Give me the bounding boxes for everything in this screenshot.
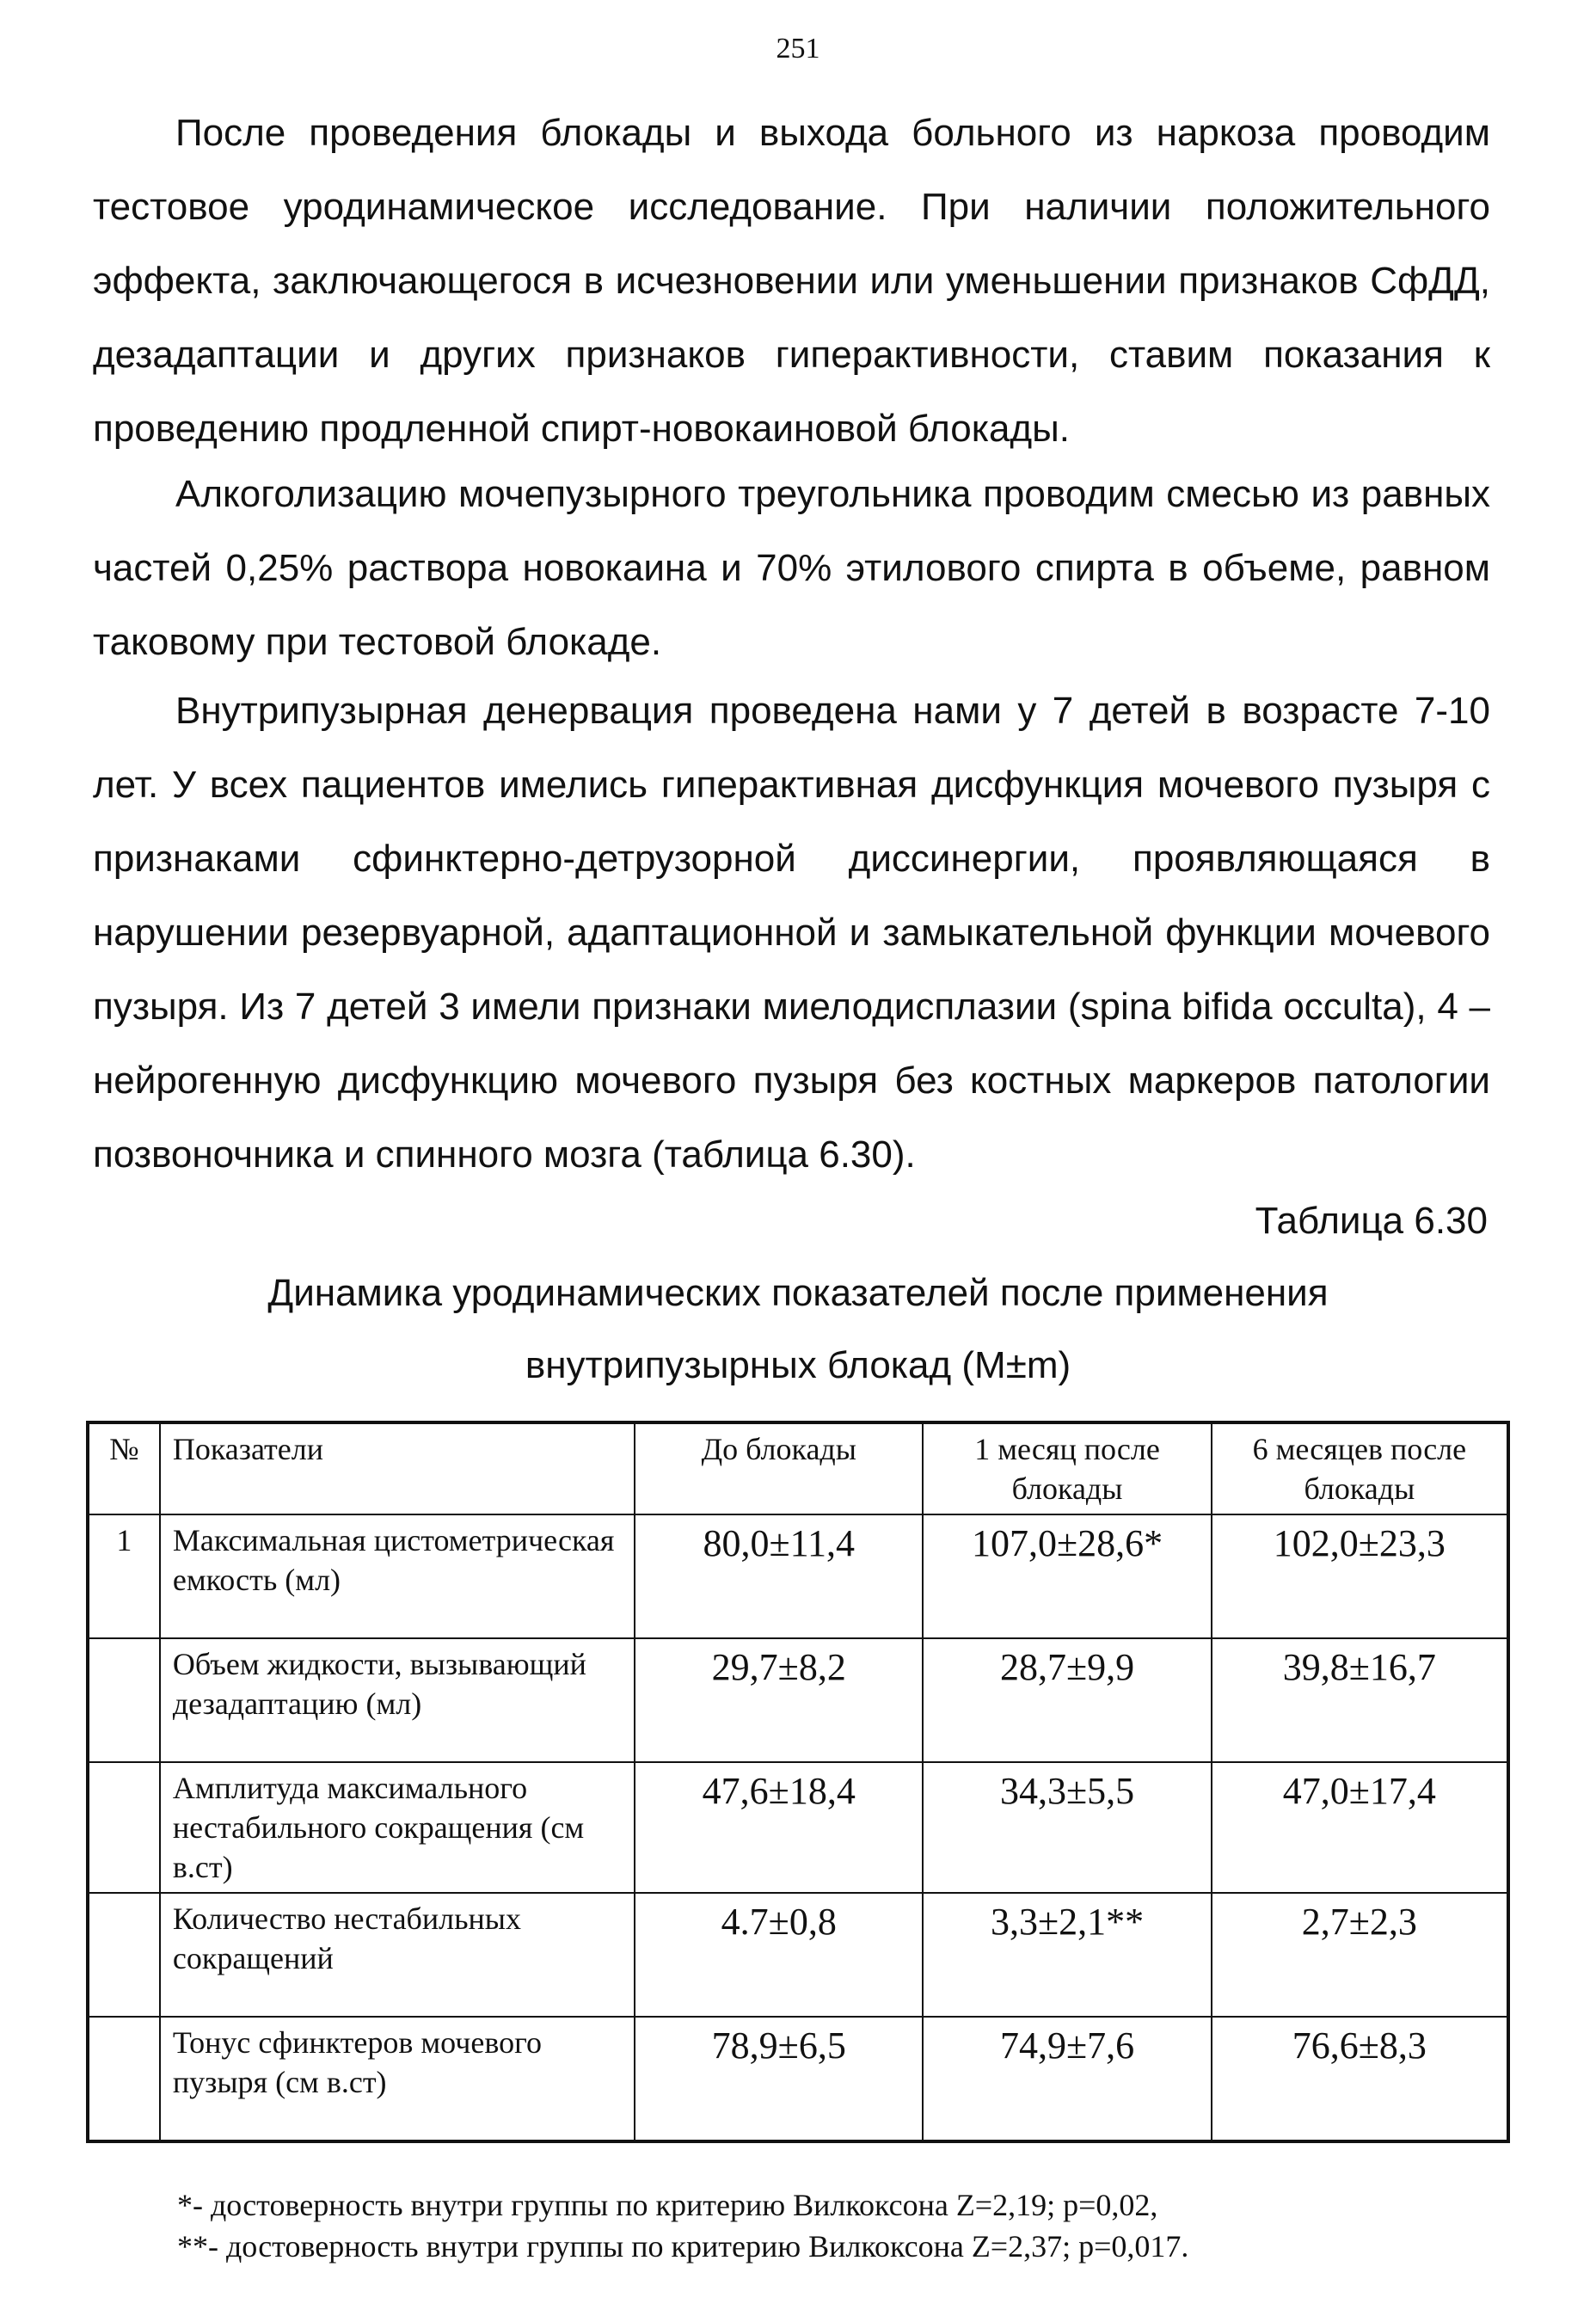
month6-value: 76,6±8,3 — [1212, 2017, 1508, 2141]
paragraph-block-1 — [93, 96, 1490, 466]
month1-value: 107,0±28,6* — [923, 1514, 1211, 1638]
indicator-cell: Тонус сфинктеров мочевого пузыря (см в.ст) — [160, 2017, 635, 2141]
row-number: 1 — [88, 1514, 160, 1638]
row-number — [88, 1893, 160, 2017]
month6-value: 47,0±17,4 — [1212, 1762, 1508, 1893]
table-title-line-1: Динамика уродинамических показателей после применения — [267, 1272, 1329, 1314]
table-title-line-2: внутрипузырных блокад (M±m) — [525, 1344, 1071, 1386]
table-row — [88, 1893, 1508, 2017]
before-value: 4.7±0,8 — [635, 1893, 923, 2017]
month1-value: 74,9±7,6 — [923, 2017, 1211, 2141]
indicator-cell: Объем жидкости, вызывающий дезадаптацию (мл) — [160, 1638, 635, 1762]
row-number — [88, 1638, 160, 1762]
row-number — [88, 1762, 160, 1893]
header-before: До блокады — [635, 1422, 923, 1514]
table-header-row — [88, 1422, 1508, 1514]
page-number: 251 — [776, 33, 820, 64]
paragraph: Алкоголизацию мочепузырного треугольника проводим смесью из равных частей 0,25% раствора новокаина и 70% этилового спирта в объеме, равном таковому при тестовой блокаде. — [93, 473, 1490, 663]
paragraph-block-3 — [93, 674, 1490, 1192]
urodynamics-table — [86, 1421, 1510, 2143]
before-value: 80,0±11,4 — [635, 1514, 923, 1638]
table-row — [88, 2017, 1508, 2141]
before-value: 29,7±8,2 — [635, 1638, 923, 1762]
month1-value: 3,3±2,1** — [923, 1893, 1211, 2017]
table-title — [86, 1257, 1510, 1402]
before-value: 78,9±6,5 — [635, 2017, 923, 2141]
indicator-cell: Амплитуда максимального нестабильного сокращения (см в.ст) — [160, 1762, 635, 1893]
header-month6: 6 месяцев после блокады — [1212, 1422, 1508, 1514]
month6-value: 39,8±16,7 — [1212, 1638, 1508, 1762]
table-row — [88, 1638, 1508, 1762]
indicator-cell: Максимальная цистометрическая емкость (мл) — [160, 1514, 635, 1638]
footnotes — [177, 2184, 1188, 2267]
month6-value: 102,0±23,3 — [1212, 1514, 1508, 1638]
table-row — [88, 1762, 1508, 1893]
month1-value: 28,7±9,9 — [923, 1638, 1211, 1762]
month6-value: 2,7±2,3 — [1212, 1893, 1508, 2017]
header-number: № — [88, 1422, 160, 1514]
table-label: Таблица 6.30 — [1255, 1200, 1488, 1242]
table-row — [88, 1514, 1508, 1638]
footnote-2: **- достоверность внутри группы по критерию Вилкоксона Z=2,37; p=0,017. — [177, 2229, 1189, 2264]
month1-value: 34,3±5,5 — [923, 1762, 1211, 1893]
paragraph: После проведения блокады и выхода больного из наркоза проводим тестовое уродинамическое исследование. При наличии положительного эффекта, заключающегося в исчезновении или уменьшении признаков СфДД, дезадаптации и других признаков гиперактивности, ставим показания к проведению продленной спирт-новокаиновой блокады. — [93, 112, 1490, 450]
paragraph-block-2 — [93, 458, 1490, 679]
header-month1: 1 месяц после блокады — [923, 1422, 1211, 1514]
paragraph: Внутрипузырная денервация проведена нами у 7 детей в возрасте 7-10 лет. У всех пациентов имелись гиперактивная дисфункция мочевого пузыря с признаками сфинктерно-детрузорной диссинергии, проявляющаяся в нарушении резервуарной, адаптационной и замыкательной функции мочевого пузыря. Из 7 детей 3 имели признаки миелодисплазии (spina bifida occulta), 4 – нейрогенную дисфункцию мочевого пузыря без костных маркеров патологии позвоночника и спинного мозга (таблица 6.30). — [93, 690, 1490, 1176]
indicator-cell: Количество нестабильных сокращений — [160, 1893, 635, 2017]
before-value: 47,6±18,4 — [635, 1762, 923, 1893]
footnote-1: *- достоверность внутри группы по критерию Вилкоксона Z=2,19; p=0,02, — [177, 2188, 1158, 2222]
header-indicator: Показатели — [160, 1422, 635, 1514]
row-number — [88, 2017, 160, 2141]
